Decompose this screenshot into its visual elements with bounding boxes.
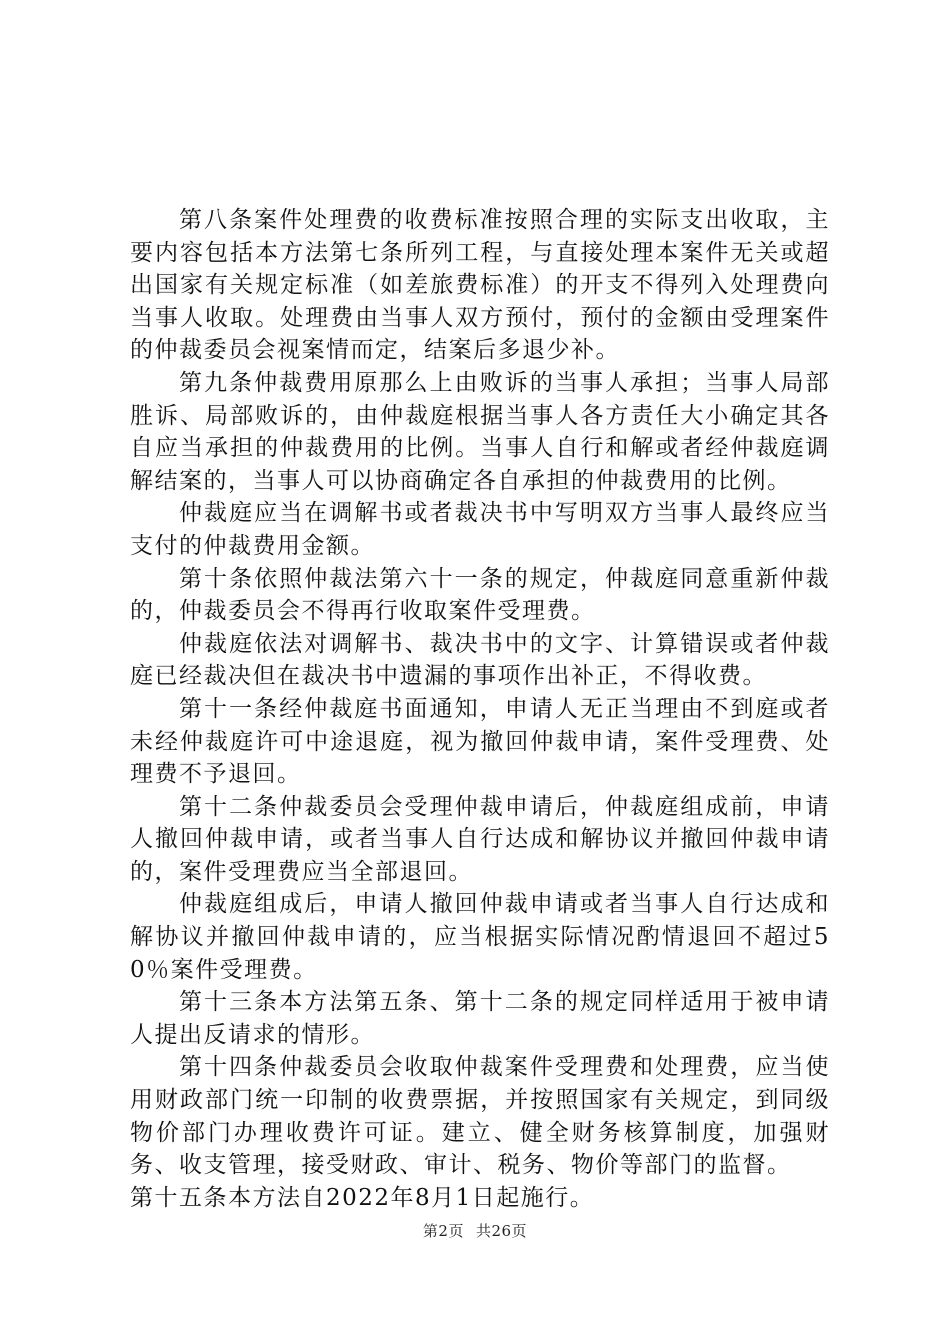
page-total: 共26页 [475,1222,528,1240]
paragraph-article-12: 第十二条仲裁委员会受理仲裁申请后，仲裁庭组成前，申请人撤回仲裁申请，或者当事人自行达成和解协议并撤回仲裁申请的，案件受理费应当全部退回。 [130,793,830,885]
paragraph-article-8: 第八条案件处理费的收费标准按照合理的实际支出收取，主要内容包括本方法第七条所列工程，与直接处理本案件无关或超出国家有关规定标准（如差旅费标准）的开支不得列入处理费向当事人收取。处理费由当事人双方预付，预付的金额由受理案件的仲裁委员会视案情而定，结案后多退少补。 [130,207,830,364]
paragraph-article-12-note: 仲裁庭组成后，申请人撤回仲裁申请或者当事人自行达成和解协议并撤回仲裁申请的，应当根据实际情况酌情退回不超过50％案件受理费。 [130,891,830,983]
document-body [130,204,830,1214]
paragraph-article-9: 第九条仲裁费用原那么上由败诉的当事人承担；当事人局部胜诉、局部败诉的，由仲裁庭根据当事人各方责任大小确定其各自应当承担的仲裁费用的比例。当事人自行和解或者经仲裁庭调解结案的，当事人可以协商确定各自承担的仲裁费用的比例。 [130,369,830,494]
paragraph-article-9-note: 仲裁庭应当在调解书或者裁决书中写明双方当事人最终应当支付的仲裁费用金额。 [130,500,830,559]
page-footer [0,1220,950,1241]
paragraph-article-13: 第十三条本方法第五条、第十二条的规定同样适用于被申请人提出反请求的情形。 [130,989,830,1048]
paragraph-article-10: 第十条依照仲裁法第六十一条的规定，仲裁庭同意重新仲裁的，仲裁委员会不得再行收取案件受理费。 [130,565,830,625]
paragraph-article-10-note: 仲裁庭依法对调解书、裁决书中的文字、计算错误或者仲裁庭已经裁决但在裁决书中遗漏的事项作出补正，不得收费。 [130,630,830,690]
paragraph-article-11: 第十一条经仲裁庭书面通知，申请人无正当理由不到庭或者未经仲裁庭许可中途退庭，视为撤回仲裁申请，案件受理费、处理费不予退回。 [130,695,830,788]
paragraph-article-15: 第十五条本方法自2022年8月1日起施行。 [130,1184,595,1211]
paragraph-article-14: 第十四条仲裁委员会收取仲裁案件受理费和处理费，应当使用财政部门统一印制的收费票据，并按照国家有关规定，到同级物价部门办理收费许可证。建立、健全财务核算制度，加强财务、收支管理，接受财政、审计、税务、物价等部门的监督。 [130,1054,830,1179]
page-number: 第2页 [422,1222,464,1240]
